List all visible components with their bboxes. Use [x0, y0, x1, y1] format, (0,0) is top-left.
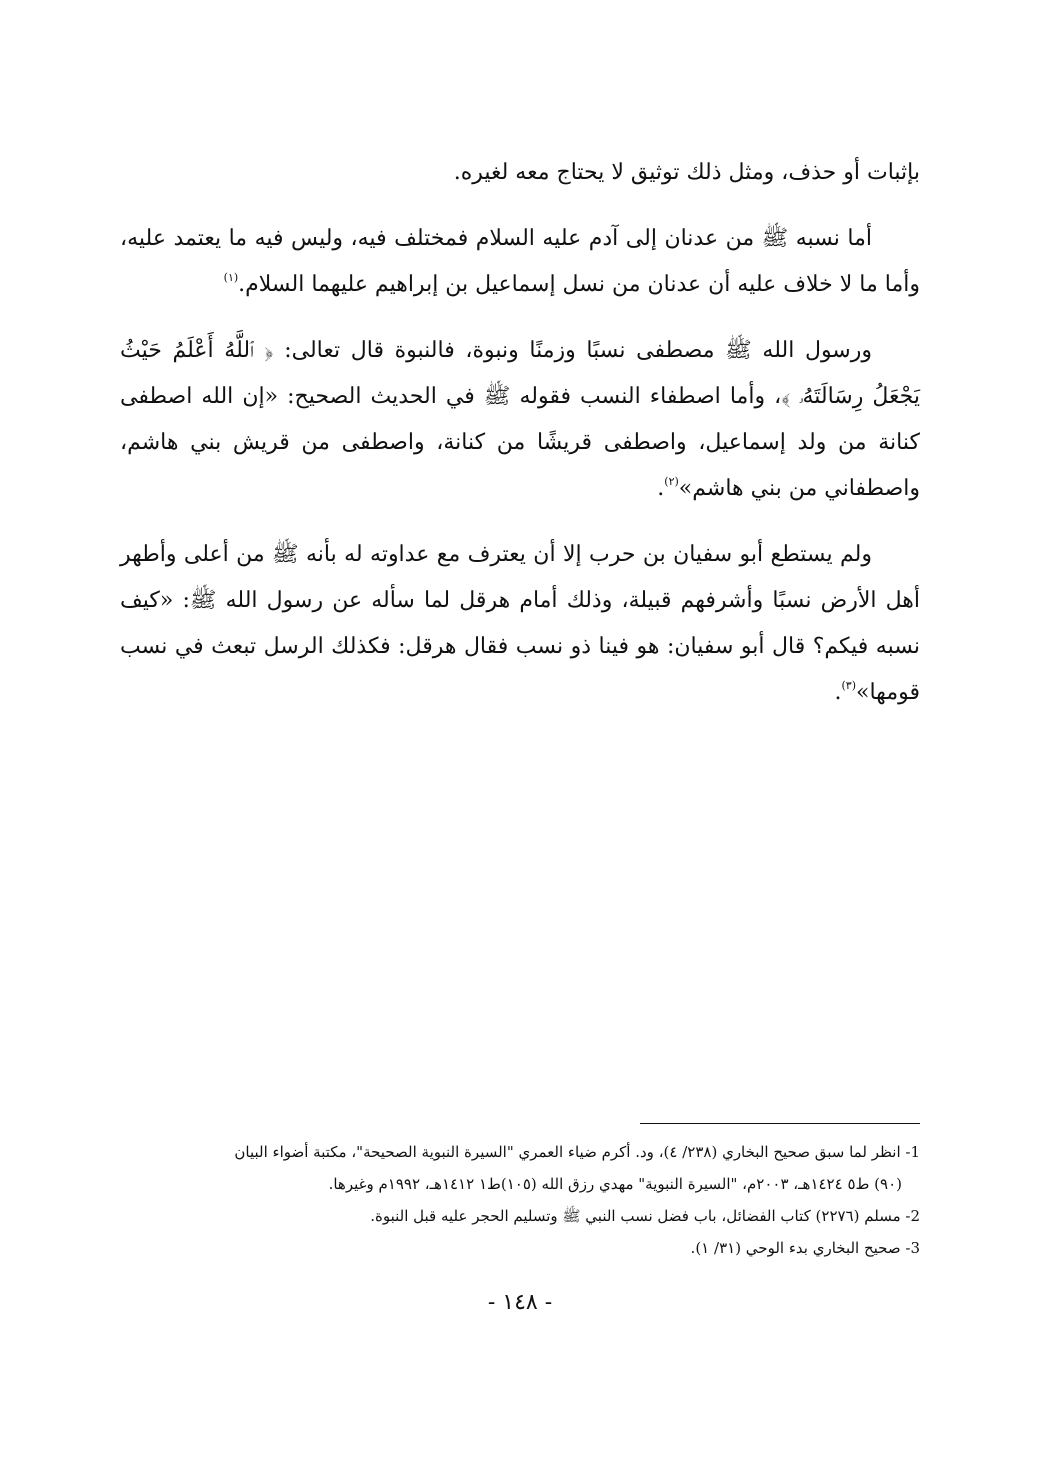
paragraph-3 [120, 328, 920, 512]
footnote-2 [120, 1200, 920, 1232]
footnote-1-line-2: (٩٠) ط٥ ١٤٢٤هـ، ٢٠٠٣م، "السيرة النبوية" مهدي رزق الله (١٠٥)ط١ ١٤١٢هـ، ١٩٩٢م وغيرها. [328, 1175, 902, 1193]
footnote-ref-3[interactable]: (٣) [841, 679, 857, 692]
paragraph-4 [120, 532, 920, 716]
footnote-divider [640, 1123, 920, 1124]
main-text [120, 150, 920, 736]
footnote-3 [120, 1232, 920, 1264]
paragraph-3-tail: . [657, 476, 665, 501]
paragraph-3-text: ورسول الله ﷺ مصطفى نسبًا وزمنًا ونبوة، فالنبوة قال تعالى: ﴿ ٱللَّهُ أَعْلَمُ حَيْثُ يَجْعَلُ رِسَالَتَهُۥ ﴾، وأما اصطفاء النسب فقوله ﷺ في الحديث الصحيح: «إن الله اصطفى كنانة من ولد إسماعيل، واصطفى قريشًا من كنانة، واصطفى من قريش بني هاشم، واصطفاني من بني هاشم» [120, 338, 920, 501]
paragraph-4-text: ولم يستطع أبو سفيان بن حرب إلا أن يعترف مع عداوته له بأنه ﷺ من أعلى وأطهر أهل الأرض نسبًا وأشرفهم قبيلة، وذلك أمام هرقل لما سأله عن رسول الله ﷺ: «كيف نسبه فيكم؟ قال أبو سفيان: هو فينا ذو نسب فقال هرقل: فكذلك الرسل تبعث في نسب قومها» [120, 542, 920, 705]
footnote-1-continued [120, 1168, 920, 1200]
paragraph-1-text: بإثبات أو حذف، ومثل ذلك توثيق لا يحتاج معه لغيره. [453, 160, 920, 185]
paragraph-1 [120, 150, 920, 196]
footnote-2-line-1: 2- مسلم (٢٢٧٦) كتاب الفضائل، باب فضل نسب النبي ﷺ وتسليم الحجر عليه قبل النبوة. [370, 1207, 920, 1225]
paragraph-4-tail: . [834, 680, 842, 705]
footnote-ref-1[interactable]: (١) [223, 271, 239, 284]
paragraph-2-text: أما نسبه ﷺ من عدنان إلى آدم عليه السلام فمختلف فيه، وليس فيه ما يعتمد عليه، وأما ما لا خلاف عليه أن عدنان من نسل إسماعيل بن إبراهيم عليهما السلام. [120, 226, 920, 297]
footnote-ref-2[interactable]: (٢) [664, 475, 679, 488]
paragraph-2 [120, 216, 920, 308]
footnote-1 [120, 1136, 920, 1168]
footnotes [120, 1136, 920, 1264]
footnote-3-line-1: 3- صحيح البخاري بدء الوحي (٣١/ ١). [690, 1239, 920, 1257]
page-number: - ١٤٨ - [487, 1290, 553, 1315]
footnote-1-line-1: 1- انظر لما سبق صحيح البخاري (٢٣٨/ ٤)، ود. أكرم ضياء العمري "السيرة النبوية الصحيحة"، مكتبة أضواء البيان [234, 1143, 920, 1161]
